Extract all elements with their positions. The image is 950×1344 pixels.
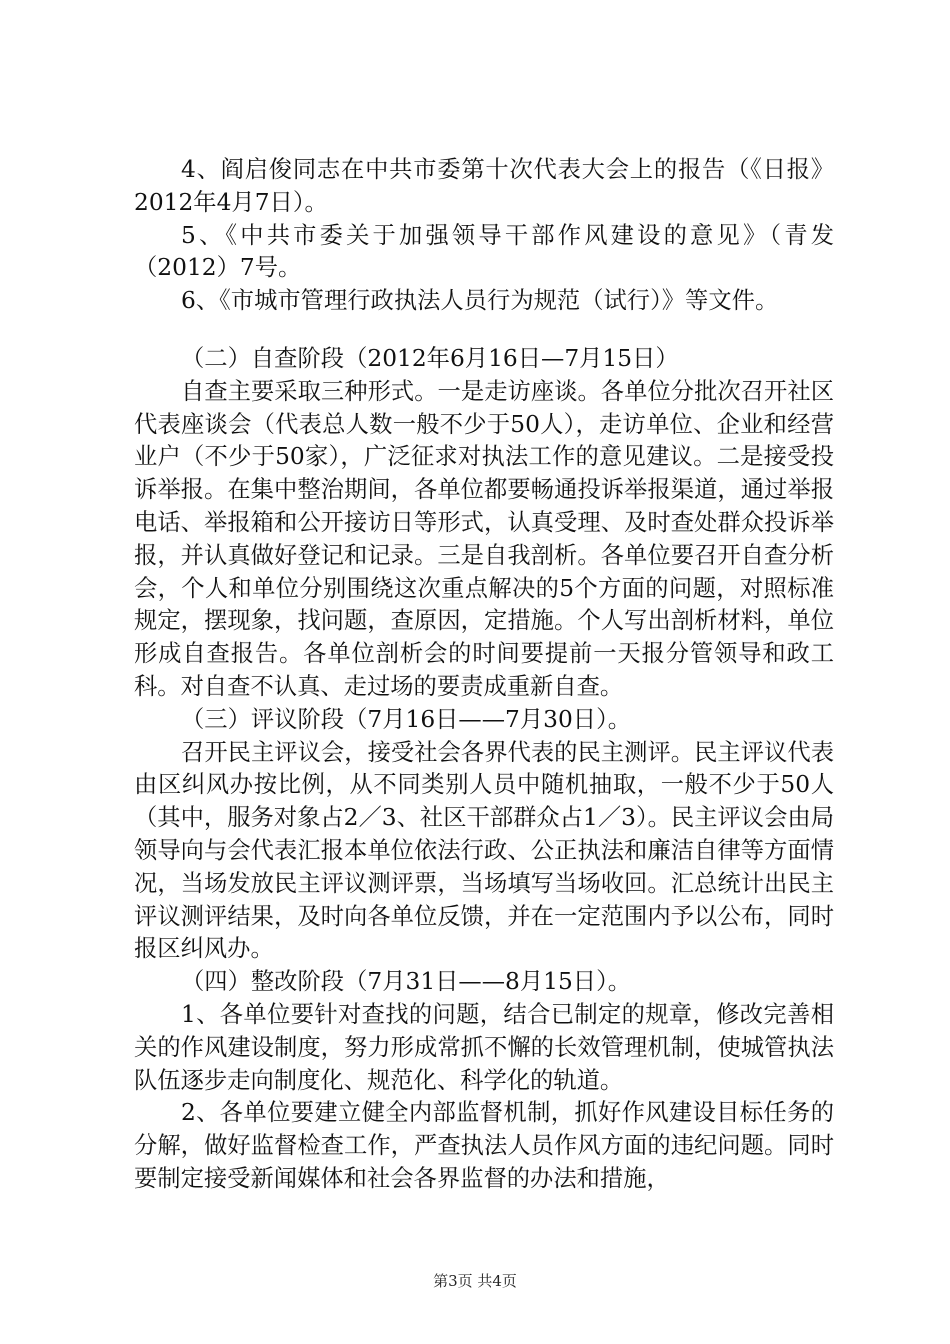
section-heading-rectification: （四）整改阶段（7月31日——8月15日）。	[181, 968, 632, 996]
paragraph-rectification-2: 2、各单位要建立健全内部监督机制，抓好作风建设目标任务的分解，做好监督检查工作，严查执法人员作风方面的违纪问题。同时要制定接受新闻媒体和社会各界监督的办法和措施，	[134, 1099, 834, 1192]
paragraph-item-6: 6、《市城市管理行政执法人员行为规范（试行）》等文件。	[181, 287, 779, 315]
paragraph-rectification-1: 1、各单位要针对查找的问题，结合已制定的规章，修改完善相关的作风建设制度，努力形成常抓不懈的长效管理机制，使城管执法队伍逐步走向制度化、规范化、科学化的轨道。	[134, 1000, 834, 1094]
paragraph-evaluation: 召开民主评议会，接受社会各界代表的民主测评。民主评议代表由区纠风办按比例，从不同类别人员中随机抽取，一般不少于50人（其中，服务对象占2／3、社区干部群众占1／3）。民主评议会由局领导向与会代表汇报本单位依法行政、公正执法和廉洁自律等方面情况，当场发放民主评议测评票，当场填写当场收回。汇总统计出民主评议测评结果，及时向各单位反馈，并在一定范围内予以公布，同时报区纠风办。	[134, 738, 834, 963]
paragraph-item-5: 5、《中共市委关于加强领导干部作风建设的意见》（青发（2012）7号。	[134, 221, 834, 282]
paragraph-self-check: 自查主要采取三种形式。一是走访座谈。各单位分批次召开社区代表座谈会（代表总人数一般不少于50人），走访单位、企业和经营业户（不少于50家），广泛征求对执法工作的意见建议。二是接受投诉举报。在集中整治期间，各单位都要畅通投诉举报渠道，通过举报电话、举报箱和公开接访日等形式，认真受理、及时查处群众投诉举报，并认真做好登记和记录。三是自我剖析。各单位要召开自查分析会，个人和单位分别围绕这次重点解决的5个方面的问题，对照标准规定，摆现象，找问题，查原因，定措施。个人写出剖析材料，单位形成自查报告。各单位剖析会的时间要提前一天报分管领导和政工科。对自查不认真、走过场的要责成重新自查。	[134, 377, 834, 700]
paragraph-item-4: 4、阎启俊同志在中共市委第十次代表大会上的报告（《日报》2012年4月7日）。	[134, 156, 834, 216]
section-heading-self-check: （二）自查阶段（2012年6月16日—7月15日）	[181, 344, 679, 372]
page-number-footer: 第3页 共4页	[433, 1272, 517, 1290]
section-heading-evaluation: （三）评议阶段（7月16日——7月30日）。	[181, 705, 632, 733]
document-body	[134, 154, 834, 1196]
